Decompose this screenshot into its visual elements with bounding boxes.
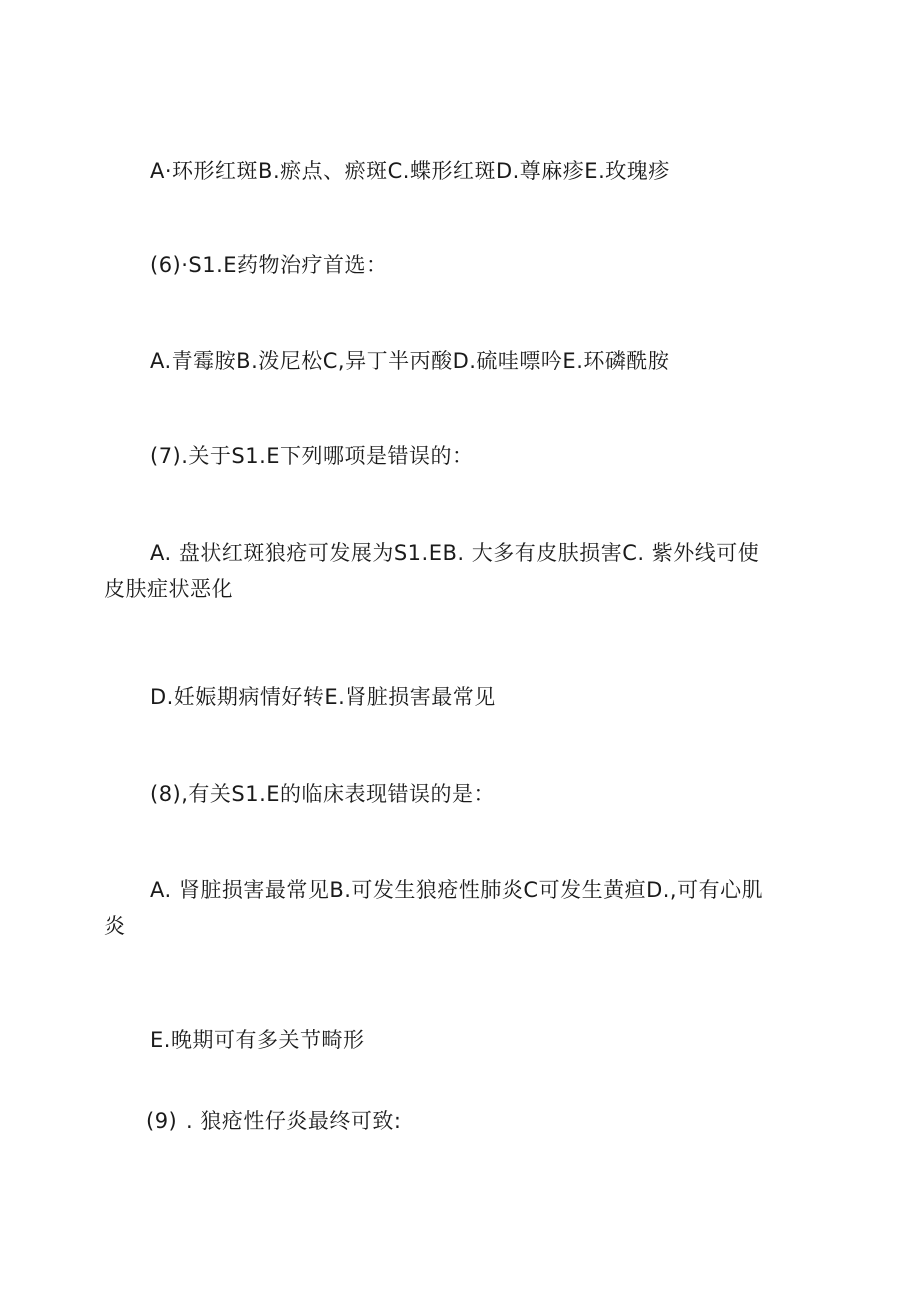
question-8: (8),有关S1.E的临床表现错误的是： [150,782,496,806]
question-9 [146,1103,401,1139]
question-9-text: . 狼疮性仔炎最终可致: [186,1109,402,1133]
answer-q7-line-1: A. 盘状红斑狼疮可发展为S1.EB. 大多有皮肤损害C. 紫外线可使 [150,541,760,565]
question-6: (6)·S1.E药物治疗首选： [150,253,388,277]
answer-options-q8-part2: E.晚期可有多关节畸形 [150,1028,365,1052]
answer-options-q6: A.青霉胺B.泼尼松C,异丁半丙酸D.硫哇嘌吟E.环磷酰胺 [150,349,670,373]
question-9-number: (9) [146,1109,178,1133]
answer-options-q5: A·环形红斑B.瘀点、瘀斑C.蝶形红斑D.尊麻疹E.玫瑰疹 [150,159,670,183]
answer-q8-line-2: 炎 [104,914,126,938]
question-7: (7).关于S1.E下列哪项是错误的： [150,444,474,468]
answer-q8-line-1: A. 肾脏损害最常见B.可发生狼疮性肺炎C可发生黄疸D.,可有心肌 [150,878,764,902]
answer-options-q7-part1 [104,535,804,607]
answer-options-q7-part2: D.妊娠期病情好转E.肾脏损害最常见 [150,685,496,709]
answer-q7-line-2: 皮肤症状恶化 [104,577,233,601]
answer-options-q8-part1 [104,872,804,944]
